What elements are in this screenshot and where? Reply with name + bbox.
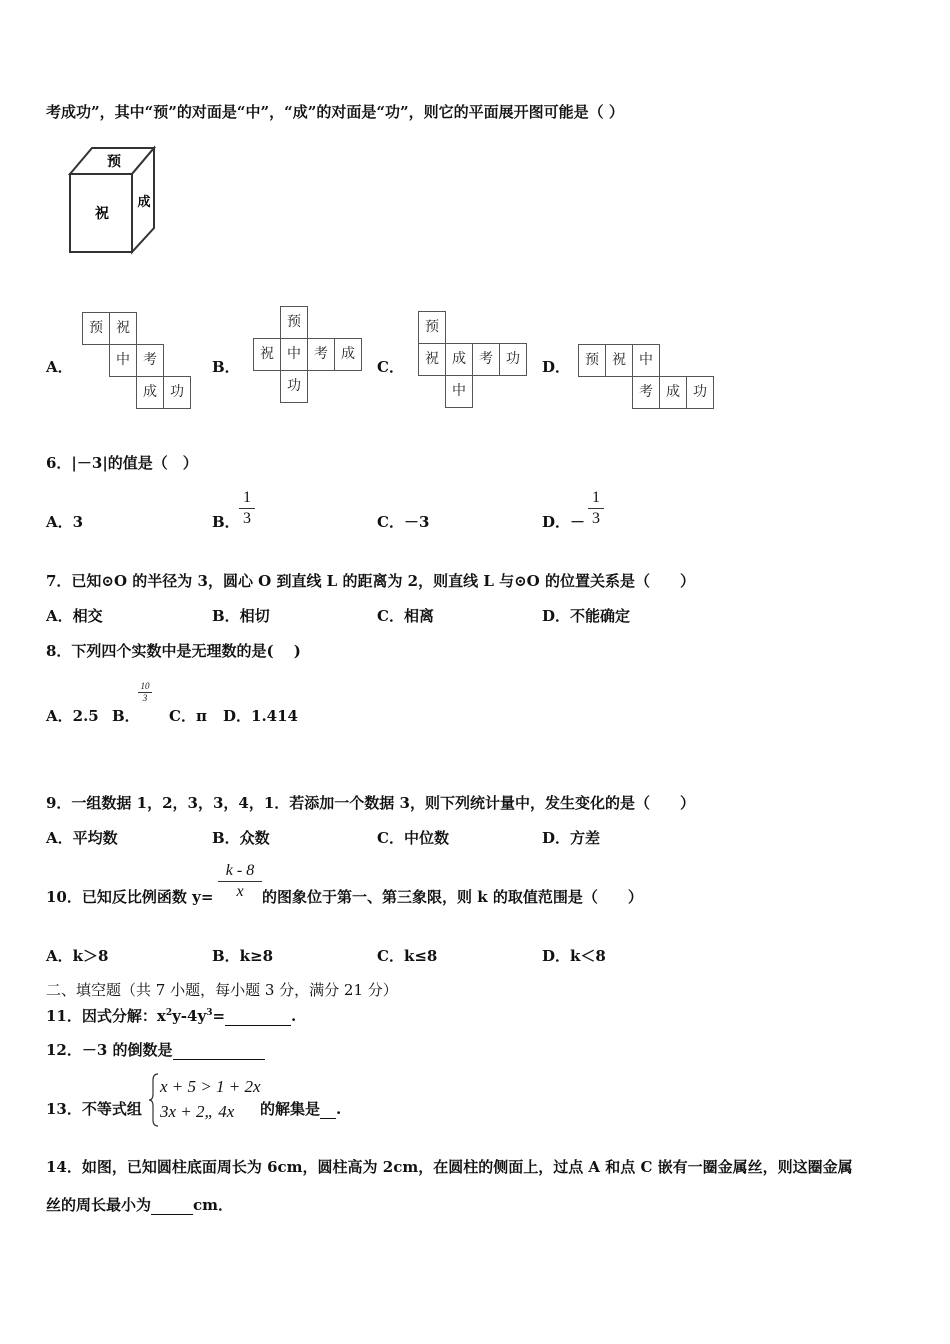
q13-inequality-2: 3x + 2„ 4x xyxy=(160,1102,235,1121)
net-cell: 成 xyxy=(334,338,362,371)
q14-answer-blank[interactable] xyxy=(151,1198,193,1215)
q5-option-d-label: D． xyxy=(542,358,571,376)
q5-stem: 考成功”，其中“预”的对面是“中”，“成”的对面是“功”，则它的平面展开图可能是（ ） xyxy=(46,103,624,121)
q14-line-2-post: cm． xyxy=(193,1196,234,1214)
net-cell: 考 xyxy=(472,343,500,376)
q13-inequality-1: x + 5 > 1 + 2x xyxy=(160,1077,261,1096)
q8-option-c: C．π xyxy=(169,707,207,725)
fraction-denominator: 3 xyxy=(243,510,251,527)
net-cell: 预 xyxy=(82,312,110,345)
q6-stem: 6．|－3|的值是（ ） xyxy=(46,454,198,472)
fraction-numerator: 1 xyxy=(243,489,251,506)
cube-side-text: 成 xyxy=(137,195,151,210)
cube-figure xyxy=(64,144,160,256)
section-2-heading: 二、填空题（共 7 小题，每小题 3 分，满分 21 分） xyxy=(46,981,398,999)
q10-stem-post: 的图象位于第一、第三象限，则 k 的取值范围是（ ） xyxy=(262,888,643,906)
q12 xyxy=(46,1040,265,1060)
net-cell: 中 xyxy=(280,338,308,371)
q5-option-a-label: A． xyxy=(46,358,73,376)
q10-option-c: C．k≤8 xyxy=(377,947,438,965)
fraction-denominator: 3 xyxy=(592,510,600,527)
q10-stem-pre: 10．已知反比例函数 y= xyxy=(46,888,214,906)
fraction-numerator: k - 8 xyxy=(225,862,255,879)
q6-option-d-fraction xyxy=(588,488,604,529)
q9-option-c: C．中位数 xyxy=(377,829,449,847)
fraction-numerator: 1 xyxy=(592,489,600,506)
cube-front-text: 祝 xyxy=(95,206,109,222)
q14-line-1: 14．如图，已知圆柱底面周长为 6cm，圆柱高为 2cm，在圆柱的侧面上，过点 A 和点 C 嵌有一圈金属丝，则这圈金属 xyxy=(46,1158,853,1176)
q13-tail xyxy=(260,1099,341,1119)
q10-fraction xyxy=(218,861,262,902)
q7-option-b: B．相切 xyxy=(212,607,270,625)
q7-option-a: A．相交 xyxy=(46,607,103,625)
q8-stem: 8．下列四个实数中是无理数的是( ) xyxy=(46,642,301,660)
q8-option-a: A．2.5 xyxy=(46,707,99,725)
net-cell: 成 xyxy=(445,343,473,376)
net-cell: 祝 xyxy=(605,344,633,377)
fraction-denominator: 3 xyxy=(142,693,148,703)
q11-end: . xyxy=(291,1007,297,1025)
fraction-denominator: x xyxy=(236,883,244,900)
net-cell: 预 xyxy=(578,344,606,377)
q5-option-c-label: C． xyxy=(377,358,404,376)
cube-top-text: 预 xyxy=(107,154,121,170)
q10-option-a: A．k＞8 xyxy=(46,947,109,965)
q10-option-b: B．k≥8 xyxy=(212,947,274,965)
q11-pre: 11．因式分解：x xyxy=(46,1007,166,1025)
q11: 11．因式分解：$x^2y-4y^3=$ . xyxy=(46,1007,297,1025)
q9-stem: 9．一组数据 1，2，3，3，4，1．若添加一个数据 3，则下列统计量中，发生变化的是（ ） xyxy=(46,794,695,812)
q7-option-c: C．相离 xyxy=(377,607,434,625)
q6-option-b-fraction xyxy=(239,488,255,529)
net-cell: 中 xyxy=(109,344,137,377)
net-cell: 中 xyxy=(632,344,660,377)
net-cell: 预 xyxy=(280,306,308,339)
q13-pre: 13．不等式组 xyxy=(46,1100,142,1118)
q7-option-d: D．不能确定 xyxy=(542,607,631,625)
q6-option-c: C．－3 xyxy=(377,513,430,531)
q12-answer-blank[interactable] xyxy=(173,1043,265,1060)
q7-stem: 7．已知⊙O 的半径为 3，圆心 O 到直线 L 的距离为 2，则直线 L 与⊙O 的位置关系是（ ） xyxy=(46,572,695,590)
fraction-numerator: 10 xyxy=(140,681,150,691)
q6-option-d-label: D．－ xyxy=(542,513,586,531)
q11-answer-blank[interactable] xyxy=(225,1009,291,1026)
net-cell: 成 xyxy=(136,376,164,409)
q6-option-a: A．3 xyxy=(46,513,84,531)
q8-option-b-fraction xyxy=(138,681,152,704)
net-cell: 祝 xyxy=(109,312,137,345)
q10-option-d: D．k＜8 xyxy=(542,947,606,965)
net-cell: 中 xyxy=(445,375,473,408)
q11-mid1: y-4y xyxy=(172,1007,207,1025)
q13-answer-blank[interactable] xyxy=(320,1102,336,1119)
net-cell: 祝 xyxy=(418,343,446,376)
net-cell: 考 xyxy=(136,344,164,377)
q9-option-a: A．平均数 xyxy=(46,829,118,847)
q8-option-b-label: B． xyxy=(112,707,140,725)
q14-line-2 xyxy=(46,1195,233,1215)
q12-text: 12．－3 的倒数是 xyxy=(46,1041,173,1059)
q11-mid2: = xyxy=(212,1007,226,1025)
q9-option-d: D．方差 xyxy=(542,829,601,847)
q8-option-d: D．1.414 xyxy=(223,707,298,725)
net-cell: 功 xyxy=(686,376,714,409)
net-cell: 预 xyxy=(418,311,446,344)
net-cell: 功 xyxy=(499,343,527,376)
q13-post: 的解集是 xyxy=(260,1100,321,1118)
q13-system xyxy=(160,1074,261,1124)
q13-brace xyxy=(148,1072,160,1128)
q6-option-b-label: B． xyxy=(212,513,240,531)
net-cell: 功 xyxy=(163,376,191,409)
net-cell: 功 xyxy=(280,370,308,403)
q13-end: . xyxy=(336,1100,342,1118)
net-cell: 考 xyxy=(307,338,335,371)
net-cell: 考 xyxy=(632,376,660,409)
q9-option-b: B．众数 xyxy=(212,829,270,847)
q14-line-2-pre: 丝的周长最小为 xyxy=(46,1196,152,1214)
net-cell: 成 xyxy=(659,376,687,409)
q5-option-b-label: B． xyxy=(212,358,240,376)
net-cell: 祝 xyxy=(253,338,281,371)
